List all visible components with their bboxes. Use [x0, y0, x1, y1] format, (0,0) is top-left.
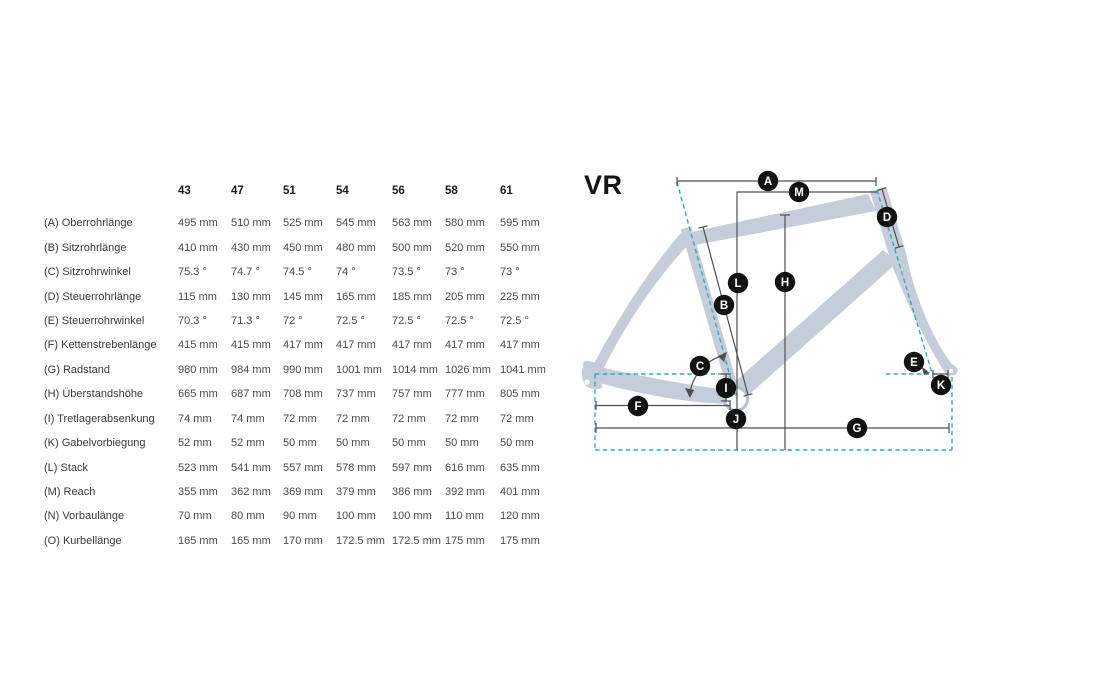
svg-text:J: J	[732, 414, 740, 426]
diagram-title: VR	[584, 170, 623, 200]
geometry-value: 72.5 °	[336, 314, 365, 327]
geometry-value: 205 mm	[445, 290, 485, 303]
geometry-value: 120 mm	[500, 510, 540, 523]
geometry-value: 580 mm	[445, 217, 485, 230]
geometry-value: 369 mm	[283, 486, 323, 499]
geometry-value: 73.5 °	[392, 266, 421, 279]
row-label: (D) Steuerrohrlänge	[44, 290, 142, 303]
geometry-value: 563 mm	[392, 217, 432, 230]
geometry-value: 665 mm	[178, 388, 218, 401]
geometry-value: 805 mm	[500, 388, 540, 401]
geometry-value: 757 mm	[392, 388, 432, 401]
geometry-value: 480 mm	[336, 241, 376, 254]
geometry-value: 355 mm	[178, 486, 218, 499]
row-label: (F) Kettenstrebenlänge	[44, 339, 157, 352]
geometry-value: 72 mm	[445, 412, 479, 425]
marker-L	[728, 273, 748, 293]
geometry-value: 71.3 °	[231, 314, 260, 327]
geometry-value: 401 mm	[500, 486, 540, 499]
geometry-value: 450 mm	[283, 241, 323, 254]
geometry-value: 578 mm	[336, 461, 376, 474]
geometry-value: 175 mm	[500, 534, 540, 547]
geometry-value: 523 mm	[178, 461, 218, 474]
geometry-value: 595 mm	[500, 217, 540, 230]
geometry-value: 225 mm	[500, 290, 540, 303]
geometry-value: 362 mm	[231, 486, 271, 499]
svg-text:M: M	[794, 187, 804, 199]
svg-text:K: K	[936, 380, 946, 392]
geometry-value: 1041 mm	[500, 363, 546, 376]
marker-K	[931, 375, 951, 395]
geometry-value: 1001 mm	[336, 363, 382, 376]
geometry-value: 110 mm	[445, 510, 484, 523]
row-label: (C) Sitzrohrwinkel	[44, 266, 131, 279]
geometry-value: 52 mm	[231, 437, 265, 450]
geometry-value: 52 mm	[178, 437, 212, 450]
size-column-header: 56	[392, 185, 405, 197]
geometry-value: 737 mm	[336, 388, 376, 401]
marker-B	[714, 295, 734, 315]
geometry-value: 172.5 mm	[392, 534, 441, 547]
marker-G	[847, 418, 867, 438]
geometry-value: 70 mm	[178, 510, 212, 523]
geometry-value: 100 mm	[392, 510, 432, 523]
size-column-header: 51	[283, 185, 296, 197]
geometry-value: 417 mm	[500, 339, 540, 352]
geometry-value: 170 mm	[283, 534, 323, 547]
row-label: (G) Radstand	[44, 363, 111, 376]
geometry-value: 50 mm	[283, 437, 317, 450]
geometry-value: 708 mm	[283, 388, 323, 401]
geometry-value: 410 mm	[178, 241, 218, 254]
marker-J	[726, 409, 746, 429]
size-column-header: 47	[231, 185, 244, 197]
geometry-value: 417 mm	[336, 339, 376, 352]
geometry-value: 545 mm	[336, 217, 376, 230]
row-label: (B) Sitzrohrlänge	[44, 241, 127, 254]
svg-text:G: G	[852, 423, 862, 435]
geometry-value: 557 mm	[283, 461, 323, 474]
geometry-value: 50 mm	[445, 437, 479, 450]
geometry-value: 541 mm	[231, 461, 271, 474]
marker-I	[716, 378, 736, 398]
geometry-value: 130 mm	[231, 290, 271, 303]
marker-A	[758, 171, 778, 191]
geometry-value: 417 mm	[283, 339, 323, 352]
geometry-value: 74.5 °	[283, 266, 312, 279]
geometry-value: 100 mm	[336, 510, 376, 523]
geometry-value: 72.5 °	[445, 314, 474, 327]
geometry-value: 687 mm	[231, 388, 271, 401]
geometry-value: 417 mm	[392, 339, 432, 352]
row-label: (M) Reach	[44, 486, 96, 499]
geometry-value: 500 mm	[392, 241, 432, 254]
geometry-value: 1014 mm	[392, 363, 438, 376]
geometry-value: 72 mm	[283, 412, 317, 425]
row-label: (K) Gabelvorbiegung	[44, 437, 146, 450]
marker-M	[789, 182, 809, 202]
geometry-value: 430 mm	[231, 241, 271, 254]
geometry-value: 165 mm	[336, 290, 376, 303]
geometry-value: 74 mm	[178, 412, 212, 425]
row-label: (I) Tretlagerabsenkung	[44, 412, 155, 425]
svg-text:F: F	[634, 401, 642, 413]
geometry-value: 70.3 °	[178, 314, 207, 327]
geometry-value: 417 mm	[445, 339, 485, 352]
geometry-value: 386 mm	[392, 486, 432, 499]
geometry-value: 72.5 °	[392, 314, 421, 327]
size-column-header: 54	[336, 185, 349, 197]
size-column-header: 43	[178, 185, 191, 197]
geometry-value: 75.3 °	[178, 266, 207, 279]
geometry-value: 115 mm	[178, 290, 217, 303]
geometry-value: 616 mm	[445, 461, 485, 474]
row-label: (A) Oberrohrlänge	[44, 217, 133, 230]
svg-text:C: C	[695, 361, 705, 373]
marker-H	[775, 272, 795, 292]
geometry-value: 74 °	[336, 266, 356, 279]
geometry-value: 520 mm	[445, 241, 485, 254]
geometry-value: 597 mm	[392, 461, 432, 474]
geometry-value: 777 mm	[445, 388, 485, 401]
geometry-value: 635 mm	[500, 461, 540, 474]
geometry-value: 550 mm	[500, 241, 540, 254]
geometry-value: 73 °	[500, 266, 520, 279]
geometry-value: 175 mm	[445, 534, 485, 547]
bike-frame-illustration	[582, 187, 958, 411]
marker-F	[628, 396, 648, 416]
geometry-value: 73 °	[445, 266, 465, 279]
svg-text:B: B	[719, 300, 729, 312]
svg-text:E: E	[910, 357, 918, 369]
geometry-value: 50 mm	[336, 437, 370, 450]
geometry-value: 145 mm	[283, 290, 323, 303]
row-label: (O) Kurbellänge	[44, 534, 122, 547]
geometry-value: 415 mm	[178, 339, 218, 352]
svg-text:A: A	[763, 176, 773, 188]
svg-text:L: L	[734, 278, 742, 290]
geometry-value: 72 °	[283, 314, 303, 327]
geometry-value: 379 mm	[336, 486, 376, 499]
svg-text:D: D	[882, 212, 892, 224]
svg-text:H: H	[780, 277, 790, 289]
geometry-value: 172.5 mm	[336, 534, 385, 547]
row-label: (L) Stack	[44, 461, 89, 474]
geometry-value: 74 mm	[231, 412, 265, 425]
geometry-value: 90 mm	[283, 510, 317, 523]
geometry-value: 185 mm	[392, 290, 432, 303]
geometry-value: 50 mm	[392, 437, 426, 450]
geometry-value: 510 mm	[231, 217, 271, 230]
geometry-value: 1026 mm	[445, 363, 491, 376]
geometry-value: 80 mm	[231, 510, 265, 523]
marker-E	[904, 352, 924, 372]
geometry-value: 990 mm	[283, 363, 323, 376]
row-label: (N) Vorbaulänge	[44, 510, 125, 523]
geometry-value: 495 mm	[178, 217, 218, 230]
geometry-value: 72.5 °	[500, 314, 529, 327]
svg-text:I: I	[724, 383, 728, 395]
geometry-value: 984 mm	[231, 363, 271, 376]
geometry-value: 165 mm	[178, 534, 218, 547]
geometry-value: 165 mm	[231, 534, 271, 547]
marker-C	[690, 356, 710, 376]
size-column-header: 61	[500, 185, 513, 197]
geometry-value: 980 mm	[178, 363, 218, 376]
size-column-header: 58	[445, 185, 458, 197]
marker-D	[877, 207, 897, 227]
geometry-value: 50 mm	[500, 437, 534, 450]
geometry-value: 415 mm	[231, 339, 271, 352]
geometry-value: 72 mm	[336, 412, 370, 425]
geometry-value: 72 mm	[500, 412, 534, 425]
geometry-value: 525 mm	[283, 217, 323, 230]
geometry-value: 74.7 °	[231, 266, 260, 279]
row-label: (E) Steuerrohrwinkel	[44, 314, 145, 327]
geometry-value: 392 mm	[445, 486, 485, 499]
geometry-value: 72 mm	[392, 412, 426, 425]
row-label: (H) Überstandshöhe	[44, 388, 144, 401]
